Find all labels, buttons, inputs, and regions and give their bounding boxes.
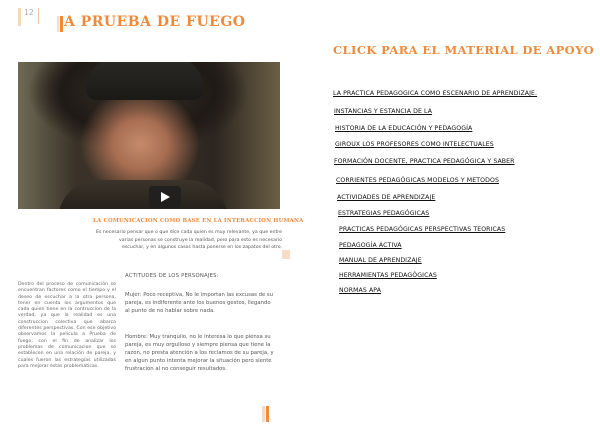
- support-link[interactable]: ACTIVIDADES DE APRENDIZAJE: [337, 194, 436, 201]
- support-link[interactable]: PEDAGOGÍA ACTIVA: [339, 242, 402, 249]
- attitudes-heading: ACTITUDES DE LOS PERSONAJES:: [125, 273, 219, 279]
- video-player[interactable]: [18, 62, 280, 209]
- support-link[interactable]: MANUAL DE APRENDIZAJE: [339, 257, 422, 264]
- support-link[interactable]: NORMAS APA: [339, 287, 382, 294]
- support-link[interactable]: CORRIENTES PEDAGÓGICAS MODELOS Y METODOS: [336, 177, 499, 184]
- support-link[interactable]: PRACTICAS PEDAGÓGICAS PERSPECTIVAS TEORICAS: [339, 226, 506, 233]
- attitude-mujer: Mujer: Poco receptiva, No le importan las excusas de su pareja, es indiferente ante los buenos gestos, llegando al punto de no hablar sobre nada.: [125, 292, 274, 314]
- title-accent-shadow: [57, 16, 59, 32]
- page-title: A PRUEBA DE FUEGO: [64, 14, 246, 30]
- page-number-divider: [38, 8, 39, 24]
- decor-strip-bottom-a: [262, 406, 265, 422]
- page-number-bar: [18, 8, 21, 26]
- left-column-text: Dentro del proceso de comunicación se encuentran factores como el tiempo y el deseo de escuchar a la otra persona, tener en cuenta los argumentos que cada quien tiene en la contruccion de la verdad, ya que la realidad es una construccion colectiva que abarca diferentes perspectivas. Con ese objetivo observamos la pelicula a Prueba de fuego, con el fin de analizar los problemas de comunicacion que se establecen en una relación de pareja, y cuales fueron las estrategias utilizadas para mejorar estas problemáticas.: [18, 282, 116, 369]
- decor-strip-bottom-b: [266, 406, 269, 422]
- caption-intro: Es necesario pensar que o que dice cada quien es muy relevante, ya que entre varias personas se construye la realidad, pero para esto es necesario escuchar, y en algunos casos hasta ponerse en los zapatos del otro.: [96, 230, 282, 250]
- support-link[interactable]: INSTANCIAS Y ESTANCIA DE LA: [334, 108, 433, 115]
- video-collar-shape: [58, 180, 228, 209]
- support-link[interactable]: ESTRATEGIAS PEDAGÓGICAS: [338, 210, 430, 217]
- support-link[interactable]: HISTORIA DE LA EDUCACIÓN Y PEDAGOGÍA: [335, 125, 473, 132]
- attitude-hombre: Hombre: Muy tranquilo, no le interesa lo que piensa su pareja, es muy orgulloso y siempre piensa que tiene la razon, no presta atención a los reclamos de su pareja, y en algun punto intenta mejorar la situación pero siente frustración al no conseguir resultados.: [125, 334, 274, 372]
- support-heading: CLICK PARA EL MATERIAL DE APOYO: [333, 43, 595, 57]
- support-link[interactable]: LA PRACTICA PEDAGOGICA COMO ESCENARIO DE APRENDIZAJE.: [333, 90, 538, 97]
- decor-strip-right: [282, 250, 290, 259]
- page-number: [18, 8, 40, 22]
- play-icon[interactable]: [149, 186, 181, 208]
- caption-heading: LA COMUNICACION COMO BASE EN LA INTERACCION HUMANA: [93, 218, 304, 224]
- title-accent-bar: [60, 16, 63, 32]
- page-number-text: 12: [24, 8, 34, 17]
- support-link[interactable]: FORMACIÓN DOCENTE, PRACTICA PEDAGÓGICA Y SABER: [334, 158, 515, 165]
- support-link[interactable]: GIROUX LOS PROFESORES COMO INTELECTUALES: [335, 141, 494, 148]
- video-helmet-shape: [86, 62, 204, 100]
- support-link[interactable]: HERRAMIENTAS PEDAGÓGICAS: [339, 272, 437, 279]
